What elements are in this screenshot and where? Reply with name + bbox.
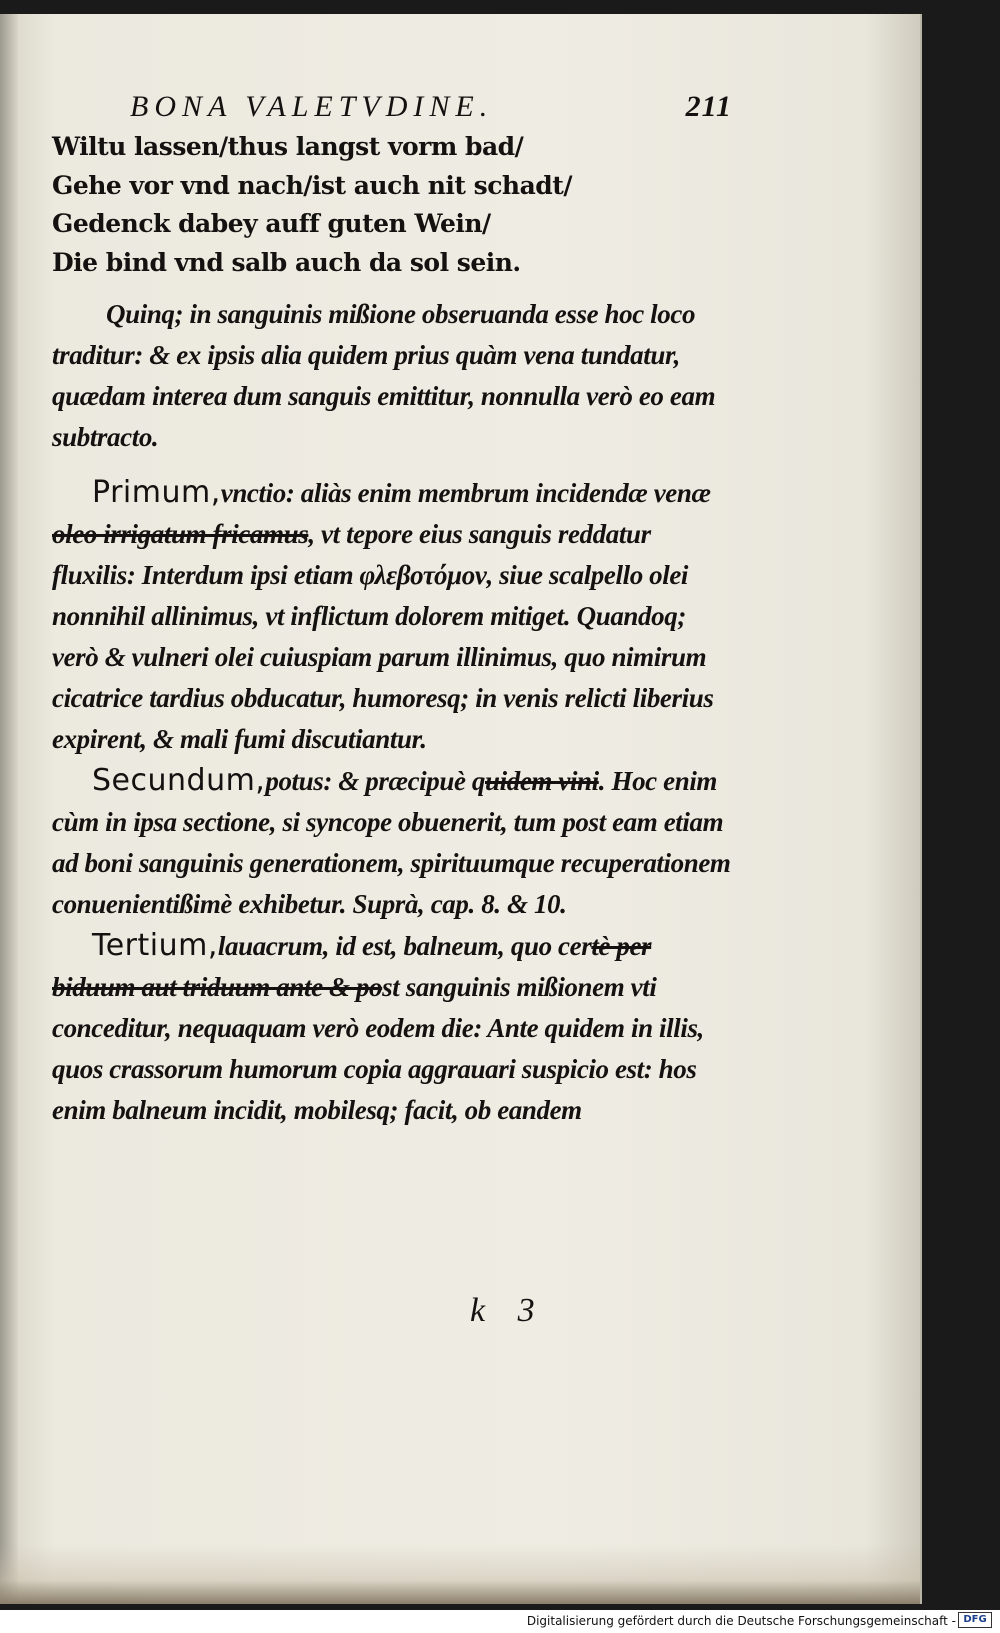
struck-text: oleo irrigatum fricamus [52,519,309,549]
signature-mark: k 3 [470,1292,547,1329]
paragraph-text: lauacrum, id est, balneum, quo cer [217,931,592,961]
struck-text: uidem vini [485,766,599,796]
running-head [130,90,732,124]
paragraph-text: st sanguinis mißionem vti conceditur, nequaquam verò eodem die: Ante quidem in illis, quos crassorum humorum copia aggrauari suspicio est: hos enim balneum incidit, mobilesq; facit, ob eandem [52,972,704,1125]
verse-line-1: Wiltu lassen/thus langst vorm bad/ [52,132,524,161]
verse-line-4: Die bind vnd salb auch da sol sein. [52,247,521,277]
funding-notice: Digitalisierung gefördert durch die Deutsche Forschungsgemeinschaft - [526,1614,956,1628]
paragraph-primum [52,472,732,760]
paragraph-lead: Primum, [92,475,221,510]
verse-line-2: Gehe vor vnd nach/ist auch nit schadt/ [52,170,572,200]
paragraph-text: vnctio: aliàs enim membrum incidendæ venæ [220,478,711,508]
page-text [52,90,732,1131]
verse-line-3: Gedenck dabey auff guten Wein/ [52,209,491,238]
paragraph-text: . Hoc enim cùm in ipsa sectione, si syncope obuenerit, tum post eam etiam ad boni sanguinis generationem, spirituumque recuperationem conuenientißimè exhibetur. Suprà, cap. 8. & 10. [52,766,731,919]
paragraph-text: potus: & præcipuè q [265,766,486,796]
page-number: 211 [685,90,732,123]
paragraph-text: , vt tepore eius sanguis reddatur fluxilis: Interdum ipsi etiam φλεβοτόμον, siue scalpello olei nonnihil allinimus, vt inflictum dolorem mitiget. Quandoq; verò & vulneri olei cuiuspiam parum illinimus, quo nimirum cicatrice tardius obducatur, humoresq; in venis relicti liberius expirent, & mali fumi discutiantur. [52,519,714,754]
paragraph-tertium [52,925,732,1131]
running-head-title: BONA VALETVDINE. [130,90,494,123]
struck-text: tè per biduum aut triduum ante & po [52,931,652,1002]
paragraph-lead: Secundum, [92,763,266,798]
page-gutter [0,14,18,1604]
dfg-logo: DFG [958,1612,992,1628]
page-stain [0,1544,920,1604]
paragraph-intro: Quinq; in sanguinis mißione obseruanda esse hoc loco traditur: & ex ipsis alia quidem prius quàm vena tundatur, quædam interea dum sanguis emittitur, nonnulla verò eo eam subtracto. [52,299,716,452]
paragraph-secundum [52,760,732,925]
paragraph-lead: Tertium, [92,928,218,963]
